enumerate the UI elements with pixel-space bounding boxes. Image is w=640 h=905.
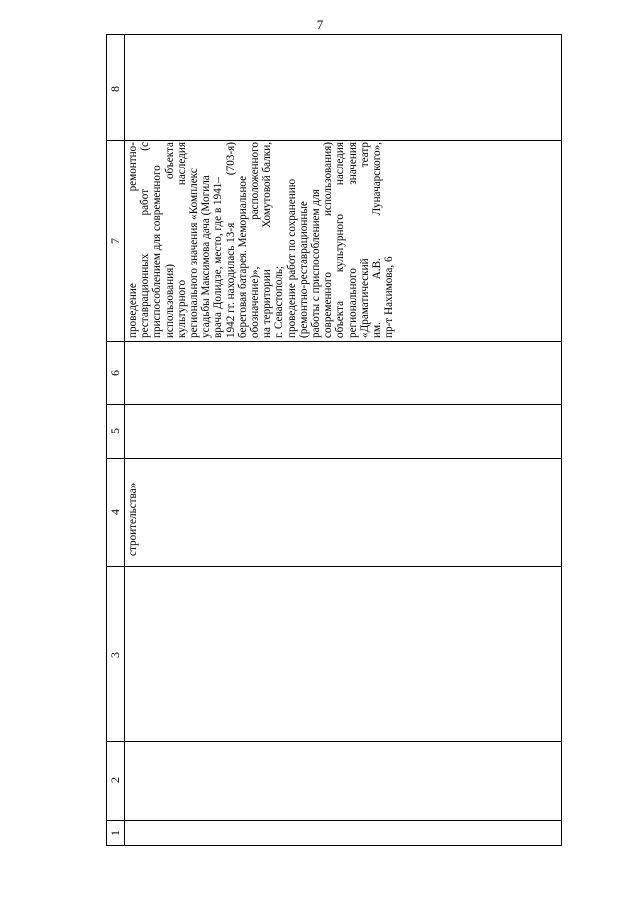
row-divider-3-2 — [106, 741, 562, 742]
row-divider-6-5 — [106, 404, 562, 405]
text-fragment: использования) — [322, 142, 335, 216]
cell-col7-line — [347, 142, 359, 338]
text-fragment: им. — [371, 322, 384, 338]
cell-col7-line — [298, 142, 310, 338]
column-number-3: 3 — [108, 652, 122, 658]
text-fragment: Хомутовой балки, — [261, 142, 274, 228]
page-number: 7 — [316, 17, 324, 32]
column-number-7: 7 — [108, 238, 122, 244]
row-divider-5-4 — [106, 458, 562, 459]
row-divider-4-3 — [106, 566, 562, 567]
text-fragment: г. Севастополь; — [273, 265, 286, 338]
text-fragment: на территории — [261, 269, 274, 338]
text-fragment: врача Долидзе, место, где в 1941– — [212, 177, 225, 338]
row-divider-7-6 — [106, 341, 562, 342]
text-fragment: расположенного — [249, 142, 262, 220]
cell-col7-line — [322, 142, 334, 338]
cell-col7-line — [286, 142, 298, 338]
cell-col7-line — [151, 142, 163, 338]
text-fragment: культурного — [175, 279, 188, 338]
cell-col7-line — [188, 142, 200, 338]
text-fragment: регионального — [346, 268, 359, 338]
text-fragment: значения — [346, 142, 359, 185]
text-fragment: проведение — [127, 283, 139, 338]
text-fragment: береговая батарея. Мемориальное — [236, 175, 249, 338]
column-number-4: 4 — [108, 509, 122, 515]
cell-col7-line — [261, 142, 273, 338]
cell-col7-line — [164, 142, 176, 338]
cell-col7-line — [200, 142, 212, 338]
text-fragment: 1942 гг. находилась 13-я — [224, 222, 237, 338]
header-divider — [124, 34, 125, 846]
text-fragment: объекта — [163, 142, 176, 180]
column-number-6: 6 — [108, 370, 122, 376]
cell-col7-line — [237, 142, 249, 338]
text-fragment: культурного — [334, 214, 347, 273]
cell-col7-line — [334, 142, 346, 338]
text-fragment: усадьбы Максимова дача (Могила — [200, 175, 213, 338]
cell-col7-line — [176, 142, 188, 338]
cell-col7-text — [127, 142, 395, 338]
cell-col7-line — [249, 142, 261, 338]
text-fragment: пр-т Нахимова, 6 — [383, 256, 396, 338]
column-number-2: 2 — [108, 777, 122, 783]
cell-col7-line — [212, 142, 224, 338]
text-fragment: объекта — [334, 300, 347, 338]
column-number-1: 1 — [108, 830, 122, 836]
cell-col7-line — [383, 142, 395, 338]
row-divider-8-7 — [106, 140, 562, 141]
text-fragment: (ремонтно-реставрационные — [297, 201, 310, 338]
text-fragment: «Драматический — [358, 258, 371, 338]
text-fragment: (703-я) — [224, 142, 237, 176]
row-divider-2-1 — [106, 820, 562, 821]
text-fragment: работы с приспособлением для — [310, 189, 323, 338]
cell-col7-line — [273, 142, 285, 338]
cell-col4-text: строительства» — [127, 482, 139, 556]
column-number-8: 8 — [108, 86, 122, 92]
text-fragment: театр — [358, 142, 371, 168]
cell-col7-line — [359, 142, 371, 338]
text-fragment: наследия — [334, 142, 347, 186]
text-fragment: (с — [139, 142, 152, 151]
cell-col7-line — [139, 142, 151, 338]
text-fragment: А.В. — [371, 258, 384, 280]
text-fragment: использования) — [163, 264, 176, 338]
text-fragment: Луначарского», — [371, 142, 384, 216]
text-fragment: современного — [322, 272, 335, 338]
text-fragment: обозначение)», — [249, 266, 262, 338]
cell-col7-line — [371, 142, 383, 338]
cell-col7-line — [127, 142, 139, 338]
text-fragment: ремонтно- — [127, 142, 139, 192]
text-fragment: проведение работ по сохранению — [285, 178, 298, 338]
column-number-5: 5 — [108, 428, 122, 434]
text-fragment: регионального значения «Комплекс — [188, 168, 201, 338]
cell-col7-line — [310, 142, 322, 338]
cell-col7-line — [225, 142, 237, 338]
text-fragment: реставрационных — [139, 253, 152, 338]
text-fragment: работ — [139, 188, 152, 216]
text-fragment: приспособлением для современного — [151, 165, 164, 338]
text-fragment: наследия — [175, 142, 188, 186]
